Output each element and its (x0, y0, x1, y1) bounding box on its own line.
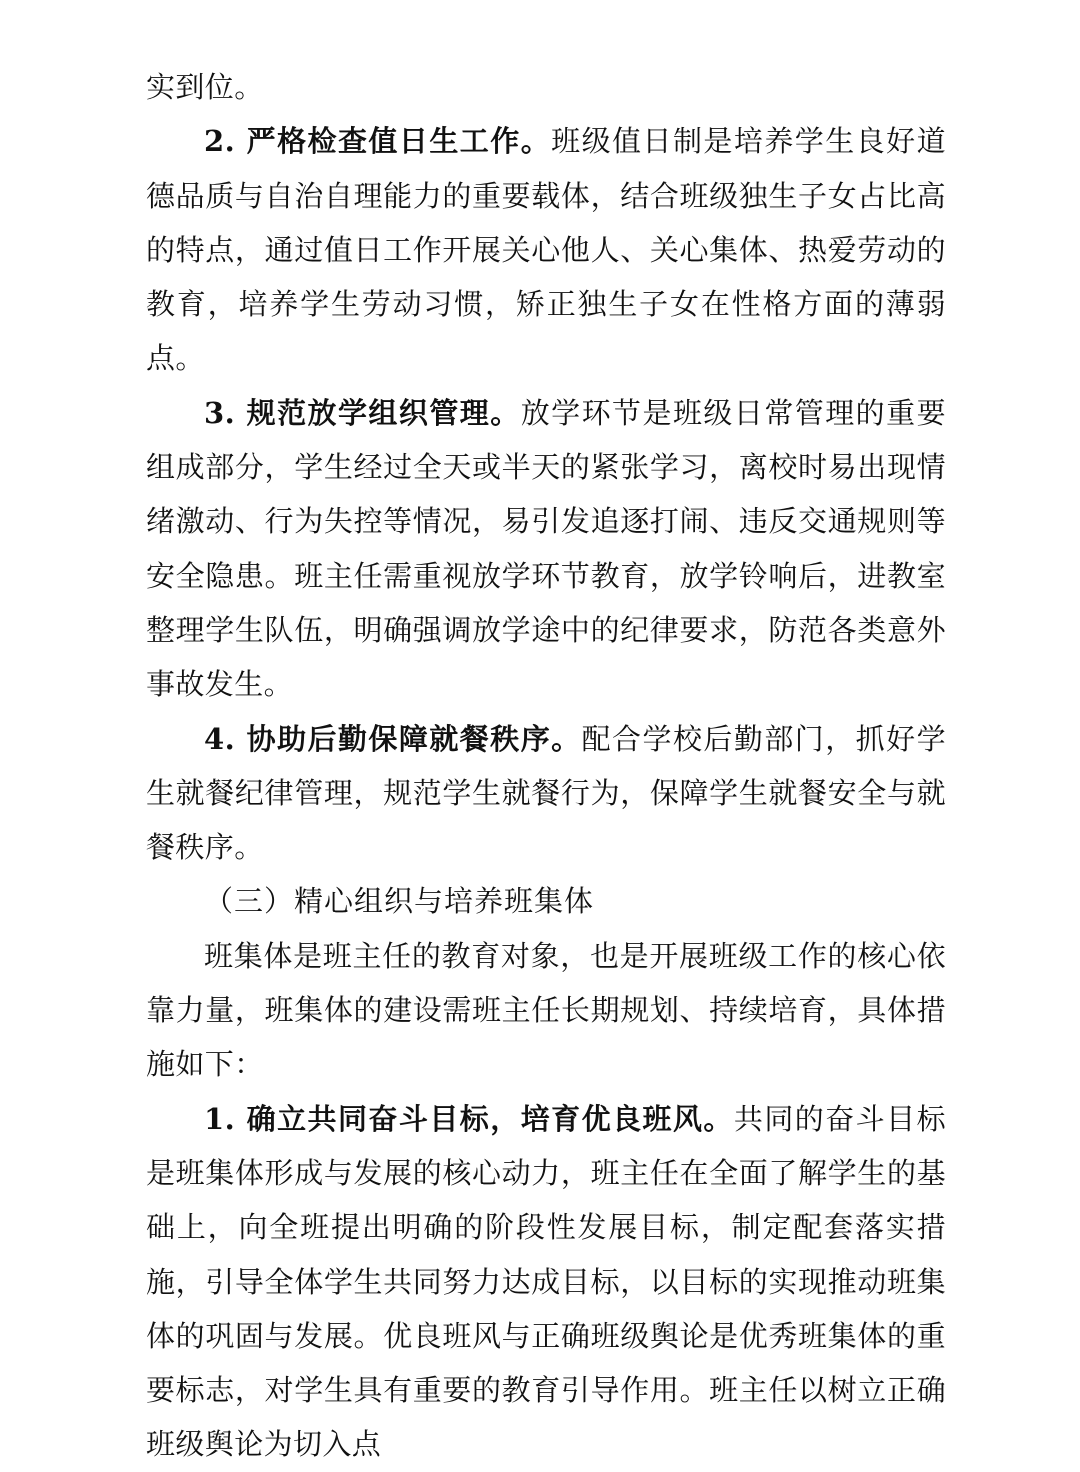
paragraph-text: 实到位。 (146, 70, 264, 104)
document-page (146, 60, 946, 1472)
paragraph-lead-heading: 1. 确立共同奋斗目标，培育优良班风。 (204, 1101, 734, 1136)
paragraph-lead-heading: 4. 协助后勤保障就餐秩序。 (204, 721, 582, 756)
paragraph-continuation (146, 60, 946, 114)
paragraph-text: 配合学校后勤部门，抓好学生就餐纪律管理，规范学生就餐行为，保障学生就餐安全与就餐秩序。 (146, 721, 946, 865)
paragraph-duty-check (146, 114, 946, 385)
paragraph-common-goal (146, 1092, 946, 1472)
paragraph-dismissal-management (146, 386, 946, 712)
paragraph-text: 共同的奋斗目标是班集体形成与发展的核心动力，班主任在全面了解学生的基础上，向全班提出明确的阶段性发展目标，制定配套落实措施，引导全体学生共同努力达成目标，以目标的实现推动班集体的巩固与发展。优良班风与正确班级舆论是优秀班集体的重要标志，对学生具有重要的教育引导作用。班主任以树立正确班级舆论为切入点 (146, 1101, 946, 1462)
paragraph-dining-order (146, 712, 946, 875)
paragraph-lead-heading: 2. 严格检查值日生工作。 (204, 124, 552, 159)
paragraph-class-collective-intro: 班集体是班主任的教育对象，也是开展班级工作的核心依靠力量，班集体的建设需班主任长期规划、持续培育，具体措施如下： (146, 938, 946, 1082)
section-heading: （三）精心组织与培养班集体 (204, 884, 595, 919)
paragraph-lead-heading: 3. 规范放学组织管理。 (204, 395, 521, 430)
paragraph-text: 放学环节是班级日常管理的重要组成部分，学生经过全天或半天的紧张学习，离校时易出现情绪激动、行为失控等情况，易引发追逐打闹、违反交通规则等安全隐患。班主任需重视放学环节教育，放学铃响后，进教室整理学生队伍，明确强调放学途中的纪律要求，防范各类意外事故发生。 (146, 395, 946, 702)
paragraph-text: 班级值日制是培养学生良好道德品质与自治自理能力的重要载体，结合班级独生子女占比高的特点，通过值日工作开展关心他人、关心集体、热爱劳动的教育，培养学生劳动习惯，矫正独生子女在性格方面的薄弱点。 (146, 124, 946, 376)
